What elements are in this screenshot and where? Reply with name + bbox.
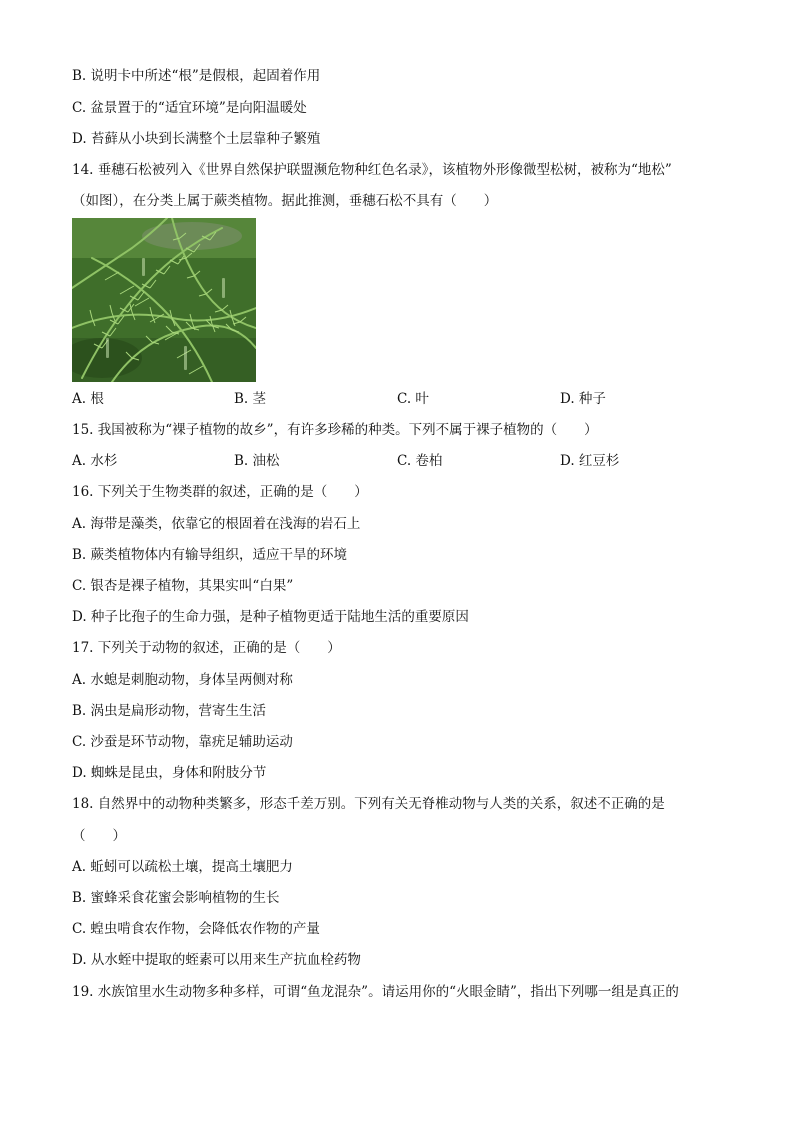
q14-option-a: A. 根	[72, 391, 104, 407]
q16-option-a: A. 海带是藻类，依靠它的根固着在浅海的岩石上	[72, 516, 361, 532]
q15-option-a: A. 水杉	[72, 453, 118, 469]
q17-option-d: D. 蜘蛛是昆虫，身体和附肢分节	[72, 765, 267, 781]
q17-option-a: A. 水螅是刺胞动物，身体呈两侧对称	[72, 672, 293, 688]
q14-option-d: D. 种子	[560, 391, 606, 407]
q14-stem-line2: （如图），在分类上属于蕨类植物。据此推测，垂穗石松不具有（ ）	[72, 193, 498, 209]
q15-options	[72, 452, 722, 470]
q16-option-c: C. 银杏是裸子植物，其果实叫“白果”	[72, 578, 294, 594]
q14-options	[72, 390, 722, 408]
q14-option-c: C. 叶	[397, 391, 429, 407]
q14-option-b: B. 茎	[234, 391, 267, 407]
q13-option-c: C. 盆景置于的“适宜环境”是向阳温暖处	[72, 100, 307, 116]
q17-option-c: C. 沙蚕是环节动物，靠疣足辅助运动	[72, 734, 293, 750]
q13-option-b: B. 说明卡中所述“根”是假根，起固着作用	[72, 68, 321, 84]
q18-option-c: C. 蝗虫啃食农作物，会降低农作物的产量	[72, 921, 320, 937]
q16-stem: 16. 下列关于生物类群的叙述，正确的是（ ）	[72, 484, 368, 500]
q13-option-d: D. 苔藓从小块到长满整个土层靠种子繁殖	[72, 131, 321, 147]
q19-stem-line1: 19. 水族馆里水生动物多种多样，可谓“鱼龙混杂”。请运用你的“火眼金睛”，指出下列哪一组是真正的	[72, 984, 679, 1000]
q14-stem-line1: 14. 垂穗石松被列入《世界自然保护联盟濒危物种红色名录》，该植物外形像微型松树，被称为“地松”	[72, 162, 672, 178]
lycopodium-photo	[72, 218, 256, 382]
q18-option-d: D. 从水蛭中提取的蛭素可以用来生产抗血栓药物	[72, 952, 361, 968]
q16-option-d: D. 种子比孢子的生命力强，是种子植物更适于陆地生活的重要原因	[72, 609, 469, 625]
q15-option-c: C. 卷柏	[397, 453, 443, 469]
q15-option-d: D. 红豆杉	[560, 453, 620, 469]
q18-stem-line2: （ ）	[72, 828, 126, 844]
q16-option-b: B. 蕨类植物体内有输导组织，适应干旱的环境	[72, 547, 348, 563]
q17-option-b: B. 涡虫是扁形动物，营寄生生活	[72, 703, 267, 719]
q18-stem-line1: 18. 自然界中的动物种类繁多，形态千差万别。下列有关无脊椎动物与人类的关系，叙述不正确的是	[72, 796, 665, 812]
q18-option-b: B. 蜜蜂采食花蜜会影响植物的生长	[72, 890, 280, 906]
q17-stem: 17. 下列关于动物的叙述，正确的是（ ）	[72, 640, 341, 656]
q18-option-a: A. 蚯蚓可以疏松土壤，提高土壤肥力	[72, 859, 293, 875]
q15-stem: 15. 我国被称为“裸子植物的故乡”，有许多珍稀的种类。下列不属于裸子植物的（ ）	[72, 422, 598, 438]
q15-option-b: B. 油松	[234, 453, 280, 469]
